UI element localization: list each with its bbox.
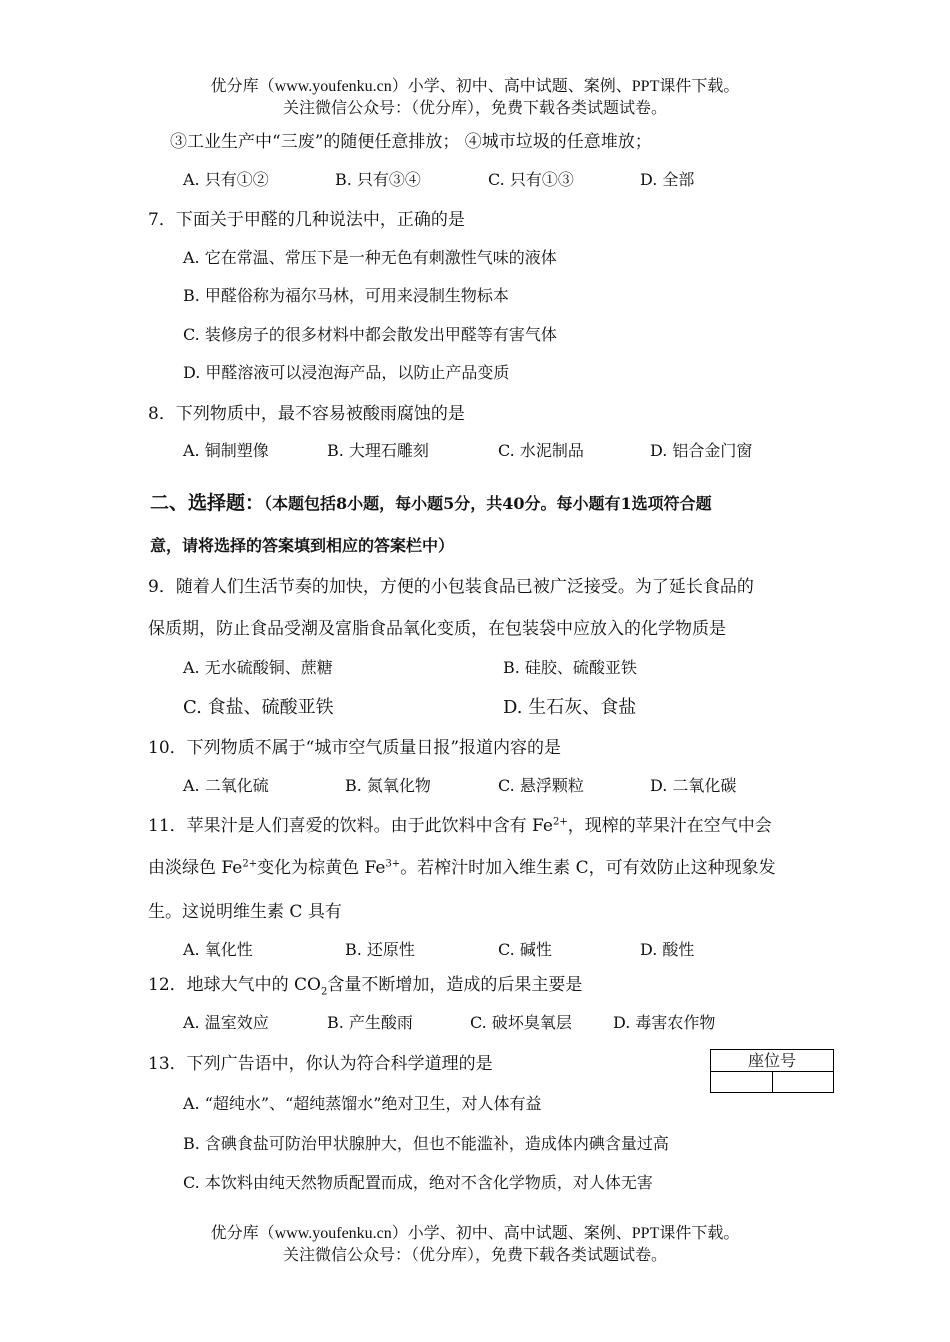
q11-stem-3: 生。这说明维生素 C 具有 <box>148 902 342 922</box>
q11-stem-1b: ，现榨的苹果汁在空气中会 <box>567 816 772 836</box>
q10-option-a: A. 二氧化硫 <box>183 776 269 795</box>
q10-option-c: C. 悬浮颗粒 <box>498 776 584 795</box>
section-2-note-1: （本题包括8小题，每小题5分，共40分。每小题有1选项符合题 <box>264 494 712 513</box>
q10-option-b: B. 氮氧化物 <box>345 776 431 795</box>
q13-option-b: B. 含碘食盐可防治甲状腺肿大，但也不能滥补，造成体内碘含量过高 <box>183 1134 669 1153</box>
q12-option-c: C. 破坏臭氧层 <box>470 1013 572 1032</box>
q9-option-b: B. 硅胶、硫酸亚铁 <box>503 658 637 677</box>
q9-stem-1: 9．随着人们生活节奏的加快，方便的小包装食品已被广泛接受。为了延长食品的 <box>148 577 754 597</box>
q11-stem-2a: 由淡绿色 Fe <box>148 858 243 878</box>
q6-option-b: B. 只有③④ <box>335 170 421 189</box>
header-line-2: 关注微信公众号：（优分库），免费下载各类试题试卷。 <box>282 100 667 117</box>
q13-option-a: A. “超纯水”、“超纯蒸馏水”绝对卫生，对人体有益 <box>183 1094 542 1113</box>
section-2-heading <box>150 488 712 515</box>
q8-option-c: C. 水泥制品 <box>498 441 584 460</box>
footer-banner <box>0 1223 950 1267</box>
q11-stem-2c: 。若榨汁时加入维生素 C，可有效防止这种现象发 <box>400 858 776 878</box>
q6-option-a: A. 只有①② <box>183 170 269 189</box>
q6-items: ③工业生产中“三废”的随便任意排放； ④城市垃圾的任意堆放； <box>170 132 652 152</box>
fe-charge-3: 3+ <box>385 858 401 870</box>
section-2-title: 二、选择题： <box>150 492 265 514</box>
q8-option-a: A. 铜制塑像 <box>183 441 269 460</box>
q13-stem: 13．下列广告语中，你认为符合科学道理的是 <box>148 1054 493 1074</box>
q11-stem-1 <box>148 811 772 836</box>
q13-option-c: C. 本饮料由纯天然物质配置而成，绝对不含化学物质，对人体无害 <box>183 1173 653 1192</box>
seat-cell-1[interactable] <box>711 1072 773 1093</box>
q11-option-a: A. 氧化性 <box>183 940 253 959</box>
q10-stem: 10．下列物质不属于“城市空气质量日报”报道内容的是 <box>148 738 562 758</box>
q12-option-b: B. 产生酸雨 <box>327 1013 413 1032</box>
q11-option-c: C. 碱性 <box>498 940 552 959</box>
q12-option-d: D. 毒害农作物 <box>613 1013 716 1032</box>
seat-number-cells <box>711 1072 833 1093</box>
q7-option-c: C. 装修房子的很多材料中都会散发出甲醛等有害气体 <box>183 325 557 344</box>
q11-option-b: B. 还原性 <box>345 940 415 959</box>
q9-option-c: C. 食盐、硫酸亚铁 <box>183 697 334 718</box>
q9-option-a: A. 无水硫酸铜、蔗糖 <box>183 658 333 677</box>
q6-option-c: C. 只有①③ <box>488 170 574 189</box>
q11-stem-2 <box>148 853 776 878</box>
q12-stem <box>148 970 582 997</box>
fe-charge-2: 2+ <box>242 858 258 870</box>
section-2-note-2: 意，请将选择的答案填到相应的答案栏中） <box>150 536 455 555</box>
q7-option-b: B. 甲醛俗称为福尔马林，可用来浸制生物标本 <box>183 286 509 305</box>
fe-charge-1: 2+ <box>552 816 568 828</box>
q7-option-a: A. 它在常温、常压下是一种无色有刺激性气味的液体 <box>183 248 557 267</box>
header-line-1: 优分库（www.youfenku.cn）小学、初中、高中试题、案例、PPT课件下载。 <box>210 78 740 95</box>
q9-stem-2: 保质期，防止食品受潮及富脂食品氧化变质，在包装袋中应放入的化学物质是 <box>148 619 726 639</box>
footer-line-2: 关注微信公众号：（优分库），免费下载各类试题试卷。 <box>282 1247 667 1264</box>
q12-stem-a: 12．地球大气中的 CO <box>148 975 321 995</box>
q12-option-a: A. 温室效应 <box>183 1013 269 1032</box>
q12-stem-b: 含量不断增加，造成的后果主要是 <box>327 975 583 995</box>
q8-option-d: D. 铝合金门窗 <box>650 441 753 460</box>
header-banner <box>0 76 950 120</box>
seat-number-label: 座位号 <box>711 1050 833 1072</box>
q7-option-d: D. 甲醛溶液可以浸泡海产品，以防止产品变质 <box>183 363 510 382</box>
seat-cell-2[interactable] <box>773 1072 834 1093</box>
q6-option-d: D. 全部 <box>640 170 695 189</box>
q8-option-b: B. 大理石雕刻 <box>327 441 429 460</box>
q7-stem: 7．下面关于甲醛的几种说法中，正确的是 <box>148 210 465 230</box>
q10-option-d: D. 二氧化碳 <box>650 776 737 795</box>
q9-option-d: D. 生石灰、食盐 <box>503 697 637 718</box>
co2-subscript: 2 <box>320 986 328 998</box>
q11-stem-1a: 11．苹果汁是人们喜爱的饮料。由于此饮料中含有 Fe <box>148 816 553 836</box>
q8-stem: 8．下列物质中，最不容易被酸雨腐蚀的是 <box>148 404 465 424</box>
q11-option-d: D. 酸性 <box>640 940 695 959</box>
q11-stem-2b: 变化为棕黄色 Fe <box>257 858 386 878</box>
footer-line-1: 优分库（www.youfenku.cn）小学、初中、高中试题、案例、PPT课件下载。 <box>210 1225 740 1242</box>
seat-number-box <box>710 1049 834 1093</box>
